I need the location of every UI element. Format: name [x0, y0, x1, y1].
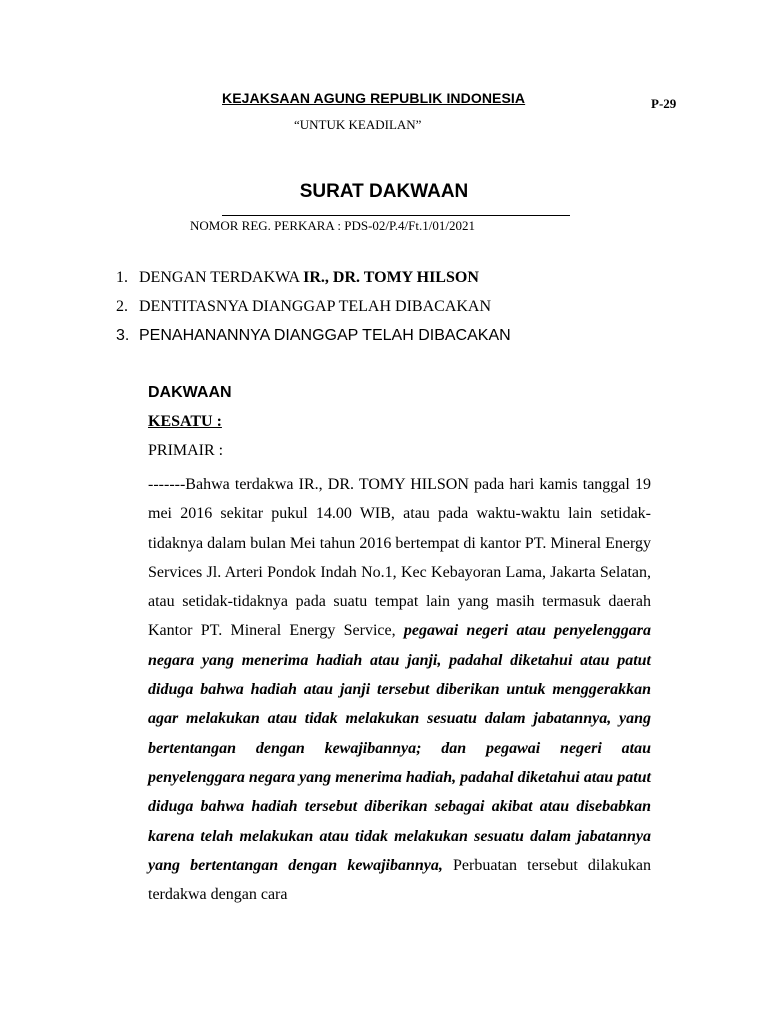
- institution-header: KEJAKSAAN AGUNG REPUBLIK INDONESIA: [222, 90, 526, 106]
- paragraph-emphasis: pegawai negeri atau penyelenggara negara yang menerima hadiah atau janji, padahal diketahui atau patut diduga bahwa hadiah atau janji tersebut diberikan untuk menggerakkan agar melakukan atau tidak melakukan sesuatu dalam jabatannya, yang bertentangan dengan kewajibannya; dan pegawai negeri atau penyelenggara negara yang menerima hadiah, padahal diketahui atau patut diduga bahwa hadiah tersebut diberikan sebagai akibat atau disebabkan karena telah melakukan atau tidak melakukan sesuatu dalam jabatannya yang bertentangan dengan kewajibannya,: [148, 622, 652, 874]
- primary-charge-label: PRIMAIR :: [148, 442, 224, 459]
- list-item-text: DENGAN TERDAKWA: [139, 269, 304, 286]
- list-number: 3.: [116, 327, 130, 344]
- list-item: [116, 265, 511, 294]
- paragraph-text: -------Bahwa terdakwa IR., DR. TOMY HILSON pada hari kamis tanggal 19 mei 2016 sekitar pukul 14.00 WIB, atau pada waktu-waktu lain setidak-tidaknya dalam bulan Mei tahun 2016 bertempat di kantor PT. Mineral Energy Services Jl. Arteri Pondok Indah No.1, Kec Kebayoran Lama, Jakarta Selatan, atau setidak-tidaknya pada suatu tempat lain yang masih termasuk daerah Kantor PT. Mineral Energy Service,: [148, 476, 651, 640]
- paragraph-text: Perbuatan tersebut dilakukan terdakwa dengan cara: [148, 856, 651, 904]
- list-number: 1.: [116, 269, 128, 286]
- list-item: [116, 323, 511, 352]
- motto: “UNTUK KEADILAN”: [294, 117, 422, 132]
- charge-heading: KESATU :: [148, 413, 222, 430]
- title-underline: [222, 215, 570, 216]
- preliminary-list: [116, 265, 511, 352]
- list-item: [116, 294, 511, 323]
- document-title: SURAT DAKWAAN: [299, 181, 469, 202]
- charge-body-paragraph: [148, 470, 651, 909]
- defendant-name: IR., DR. TOMY HILSON: [303, 269, 479, 286]
- list-number: 2.: [116, 298, 128, 315]
- section-heading: DAKWAAN: [148, 384, 232, 401]
- page-code: P-29: [651, 96, 677, 111]
- list-item-text: DENTITASNYA DIANGGAP TELAH DIBACAKAN: [139, 298, 492, 315]
- list-item-text: PENAHANANNYA DIANGGAP TELAH DIBACAKAN: [139, 327, 511, 344]
- case-registration-number: NOMOR REG. PERKARA : PDS-02/P.4/Ft.1/01/2021: [190, 218, 475, 233]
